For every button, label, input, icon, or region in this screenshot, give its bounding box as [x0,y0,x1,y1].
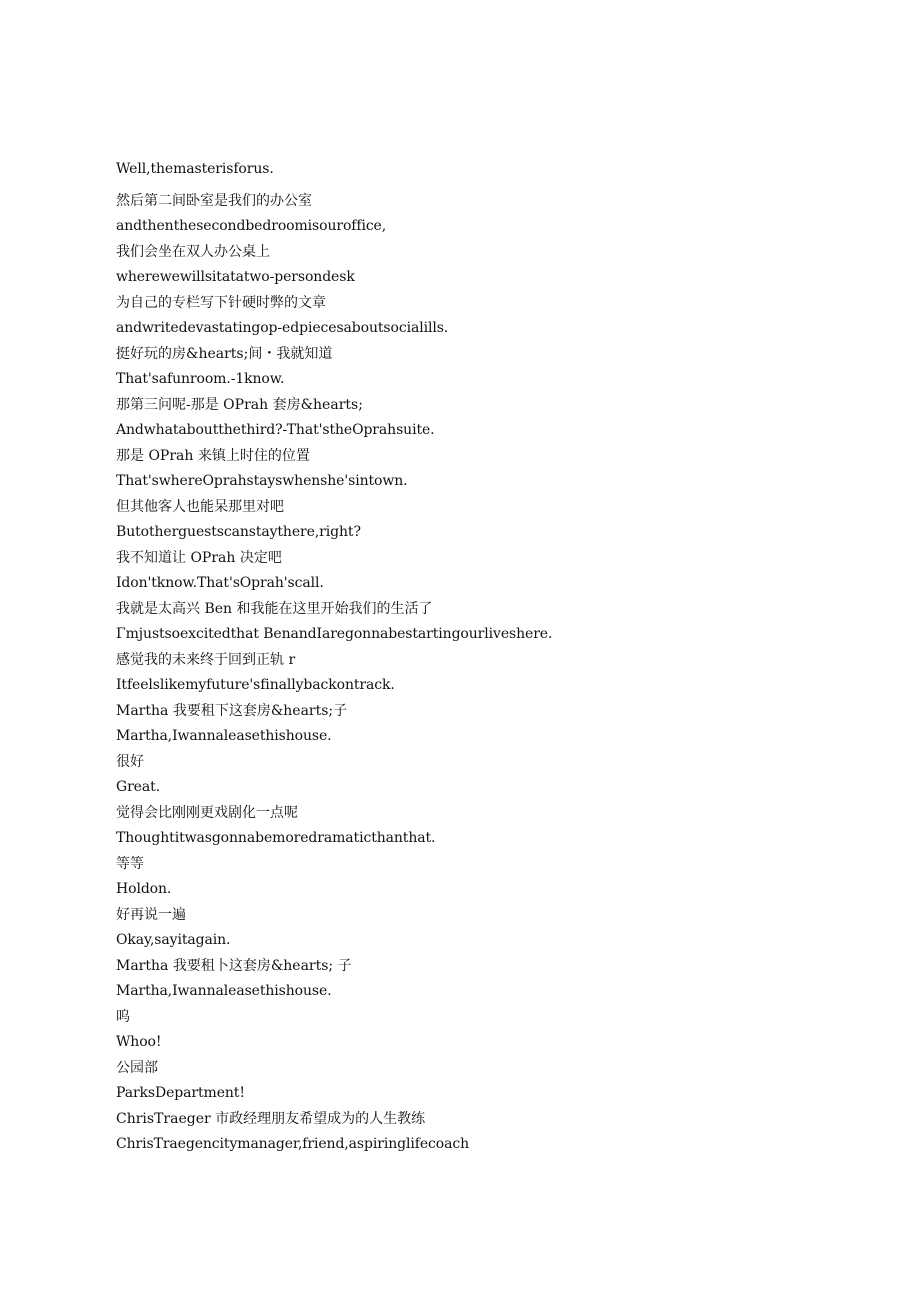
transcript-line: ParksDepartment! [116,1085,245,1101]
transcript-line: Holdon. [116,881,172,897]
transcript-line: Great. [116,779,160,795]
transcript-line: andthenthesecondbedroomisouroffice, [116,218,387,234]
transcript-line: 那第三问呢-那是 OPrah 套房&hearts; [116,396,363,413]
transcript-line: 为自己的专栏写下针硬时弊的文章 [116,294,326,311]
transcript-line: 挺好玩的房&hearts;间・我就知道 [116,345,333,362]
transcript-line: 呜 [116,1008,130,1025]
transcript-line: 我不知道让 OPrah 决定吧 [116,549,282,566]
transcript-line: andwritedevastatingop-edpiecesaboutsocialills. [116,320,449,336]
transcript-line: Whoo! [116,1034,162,1050]
transcript-line: 等等 [116,855,144,872]
transcript-line: Andwhataboutthethird?-That'stheOprahsuite. [116,422,435,438]
transcript-line: 感觉我的未来终于回到正轨 r [116,651,296,668]
transcript-line: 公园部 [116,1059,158,1076]
transcript-line: Idon'tknow.That'sOprah'scall. [116,575,324,591]
transcript-line: Well,themasterisforus. [116,161,274,177]
transcript-line: Martha 我要租下这套房&hearts;子 [116,702,348,719]
transcript-line: Okay,sayitagain. [116,932,231,948]
transcript-line: Martha,Iwannaleasethishouse. [116,728,332,744]
transcript-line: Butotherguestscanstaythere,right? [116,524,361,540]
transcript-line: 我们会坐在双人办公桌上 [116,243,270,260]
transcript-line: 那是 OPrah 来镇上时住的位置 [116,447,310,464]
transcript-line: wherewewillsitatatwo-persondesk [116,269,355,285]
transcript-line: 觉得会比刚刚更戏剧化一点呢 [116,804,298,821]
transcript-line: 然后第二间卧室是我们的办公室 [116,192,312,209]
subtitle-transcript [116,157,876,1158]
transcript-line: Thoughtitwasgonnabemoredramaticthanthat. [116,830,436,846]
transcript-line: Γmjustsoexcitedthat BenandIaregonnabestartingourliveshere. [116,626,553,642]
transcript-line: Martha 我要租卜这套房&hearts; 子 [116,957,352,974]
transcript-line: 好再说一遍 [116,906,186,923]
transcript-line: Itfeelslikemyfuture'sfinallybackontrack. [116,677,395,693]
transcript-line: 很好 [116,753,144,770]
transcript-line: ChrisTraegencitymanager,friend,aspiringlifecoach [116,1136,469,1152]
transcript-line: 但其他客人也能呆那里对吧 [116,498,284,515]
transcript-line: That'swhereOprahstayswhenshe'sintown. [116,473,408,489]
transcript-line: Martha,Iwannaleasethishouse. [116,983,332,999]
transcript-line: ChrisTraeger 市政经理朋友希望成为的人生教练 [116,1110,426,1127]
transcript-line: That'safunroom.-1know. [116,371,285,387]
transcript-line: 我就是太高兴 Ben 和我能在这里开始我们的生活了 [116,600,433,617]
